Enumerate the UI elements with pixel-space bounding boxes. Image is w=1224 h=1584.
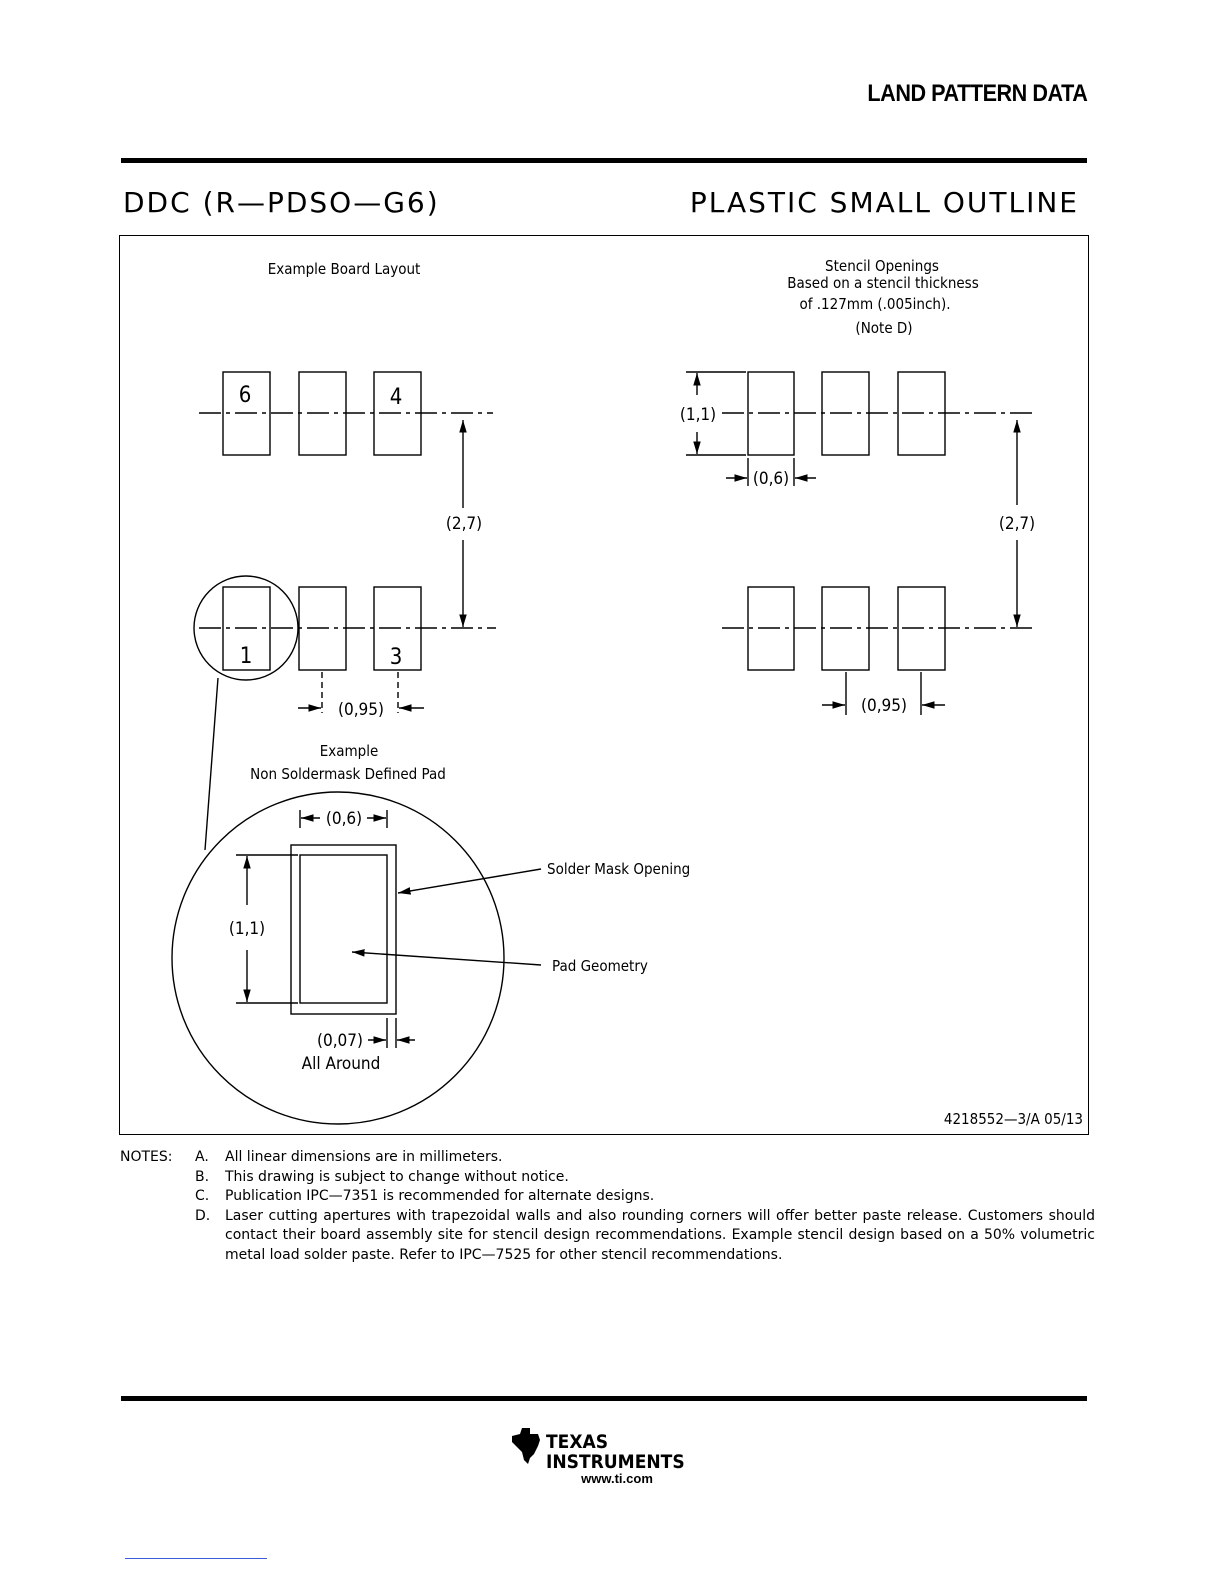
pin-label-4: 4 — [389, 385, 403, 410]
note-text: Laser cutting apertures with trapezoidal walls and also rounding corners will offer better paste release. Customers should contact their board assembly site for stencil design recommendations. Example stencil design based on a 50% volumetric metal load solder paste. Refer to IPC—7525 for other stencil recommendations. — [225, 1207, 1095, 1263]
pin-label-3: 3 — [389, 645, 403, 670]
ti-brand-line2: INSTRUMENTS — [546, 1451, 685, 1470]
pin-label-6: 6 — [238, 383, 252, 408]
stencil-title-line1: Stencil Openings — [825, 257, 939, 275]
board-pitch-horizontal-label: (0,95) — [338, 700, 384, 720]
detail-pad-width-label: (0,6) — [325, 809, 363, 829]
svg-text:ti: ti — [521, 1437, 530, 1451]
detail-title-line1: Example — [319, 742, 379, 760]
texas-instruments-logo — [508, 1424, 693, 1470]
note-c — [195, 1187, 1095, 1207]
notes-label: NOTES: — [120, 1149, 173, 1165]
solder-mask-opening-rect — [291, 845, 396, 1014]
note-letter: D. — [195, 1207, 211, 1224]
note-text: This drawing is subject to change without notice. — [225, 1168, 569, 1185]
bottom-rule — [121, 1396, 1087, 1401]
detail-pad-height-label: (1,1) — [228, 919, 266, 939]
pad-geometry-callout-label: Pad Geometry — [552, 957, 648, 975]
solder-mask-callout-label: Solder Mask Opening — [547, 860, 691, 878]
detail-clearance-note: All Around — [301, 1054, 381, 1074]
note-a — [195, 1148, 1095, 1168]
pad-geometry-rect — [300, 855, 387, 1003]
note-text: All linear dimensions are in millimeters. — [225, 1149, 503, 1165]
page-header-title: LAND PATTERN DATA — [867, 80, 1087, 107]
stencil-title-line4: (Note D) — [855, 319, 913, 337]
footer-url[interactable]: www.ti.com — [581, 1471, 653, 1486]
solder-mask-callout-line — [398, 869, 541, 893]
detail-clearance-label: (0,07) — [317, 1031, 363, 1051]
stencil-pitch-horizontal-label: (0,95) — [861, 696, 907, 716]
detail-title-line2: Non Soldermask Defined Pad — [250, 765, 446, 783]
note-d — [195, 1207, 1095, 1266]
detail-enlarged-circle — [172, 792, 504, 1124]
note-b — [195, 1168, 1095, 1188]
pad-geometry-callout-line — [352, 952, 541, 965]
note-text: Publication IPC—7351 is recommended for alternate designs. — [225, 1188, 655, 1204]
note-letter: C. — [195, 1188, 210, 1204]
stencil-pad-height-label: (1,1) — [679, 405, 717, 425]
pin-label-1: 1 — [239, 644, 253, 669]
ti-state-icon — [512, 1428, 540, 1464]
detail-leader-line — [205, 678, 218, 850]
board-layout-title: Example Board Layout — [267, 260, 421, 278]
stencil-pad-width-label: (0,6) — [752, 469, 790, 489]
stencil-title-line2: Based on a stencil thickness — [787, 274, 979, 292]
ti-brand-line1: TEXAS — [546, 1431, 609, 1453]
package-type: PLASTIC SMALL OUTLINE — [689, 186, 1079, 219]
note-letter: A. — [195, 1149, 209, 1165]
document-number: 4218552—3/A 05/13 — [943, 1110, 1083, 1128]
link-underline — [125, 1558, 267, 1559]
stencil-title-line3: of .127mm (.005inch). — [799, 295, 951, 313]
note-letter: B. — [195, 1168, 210, 1185]
stencil-pitch-vertical-label: (2,7) — [998, 514, 1036, 534]
package-code: DDC (R—PDSO—G6) — [123, 186, 440, 219]
board-pitch-vertical-label: (2,7) — [445, 514, 483, 534]
